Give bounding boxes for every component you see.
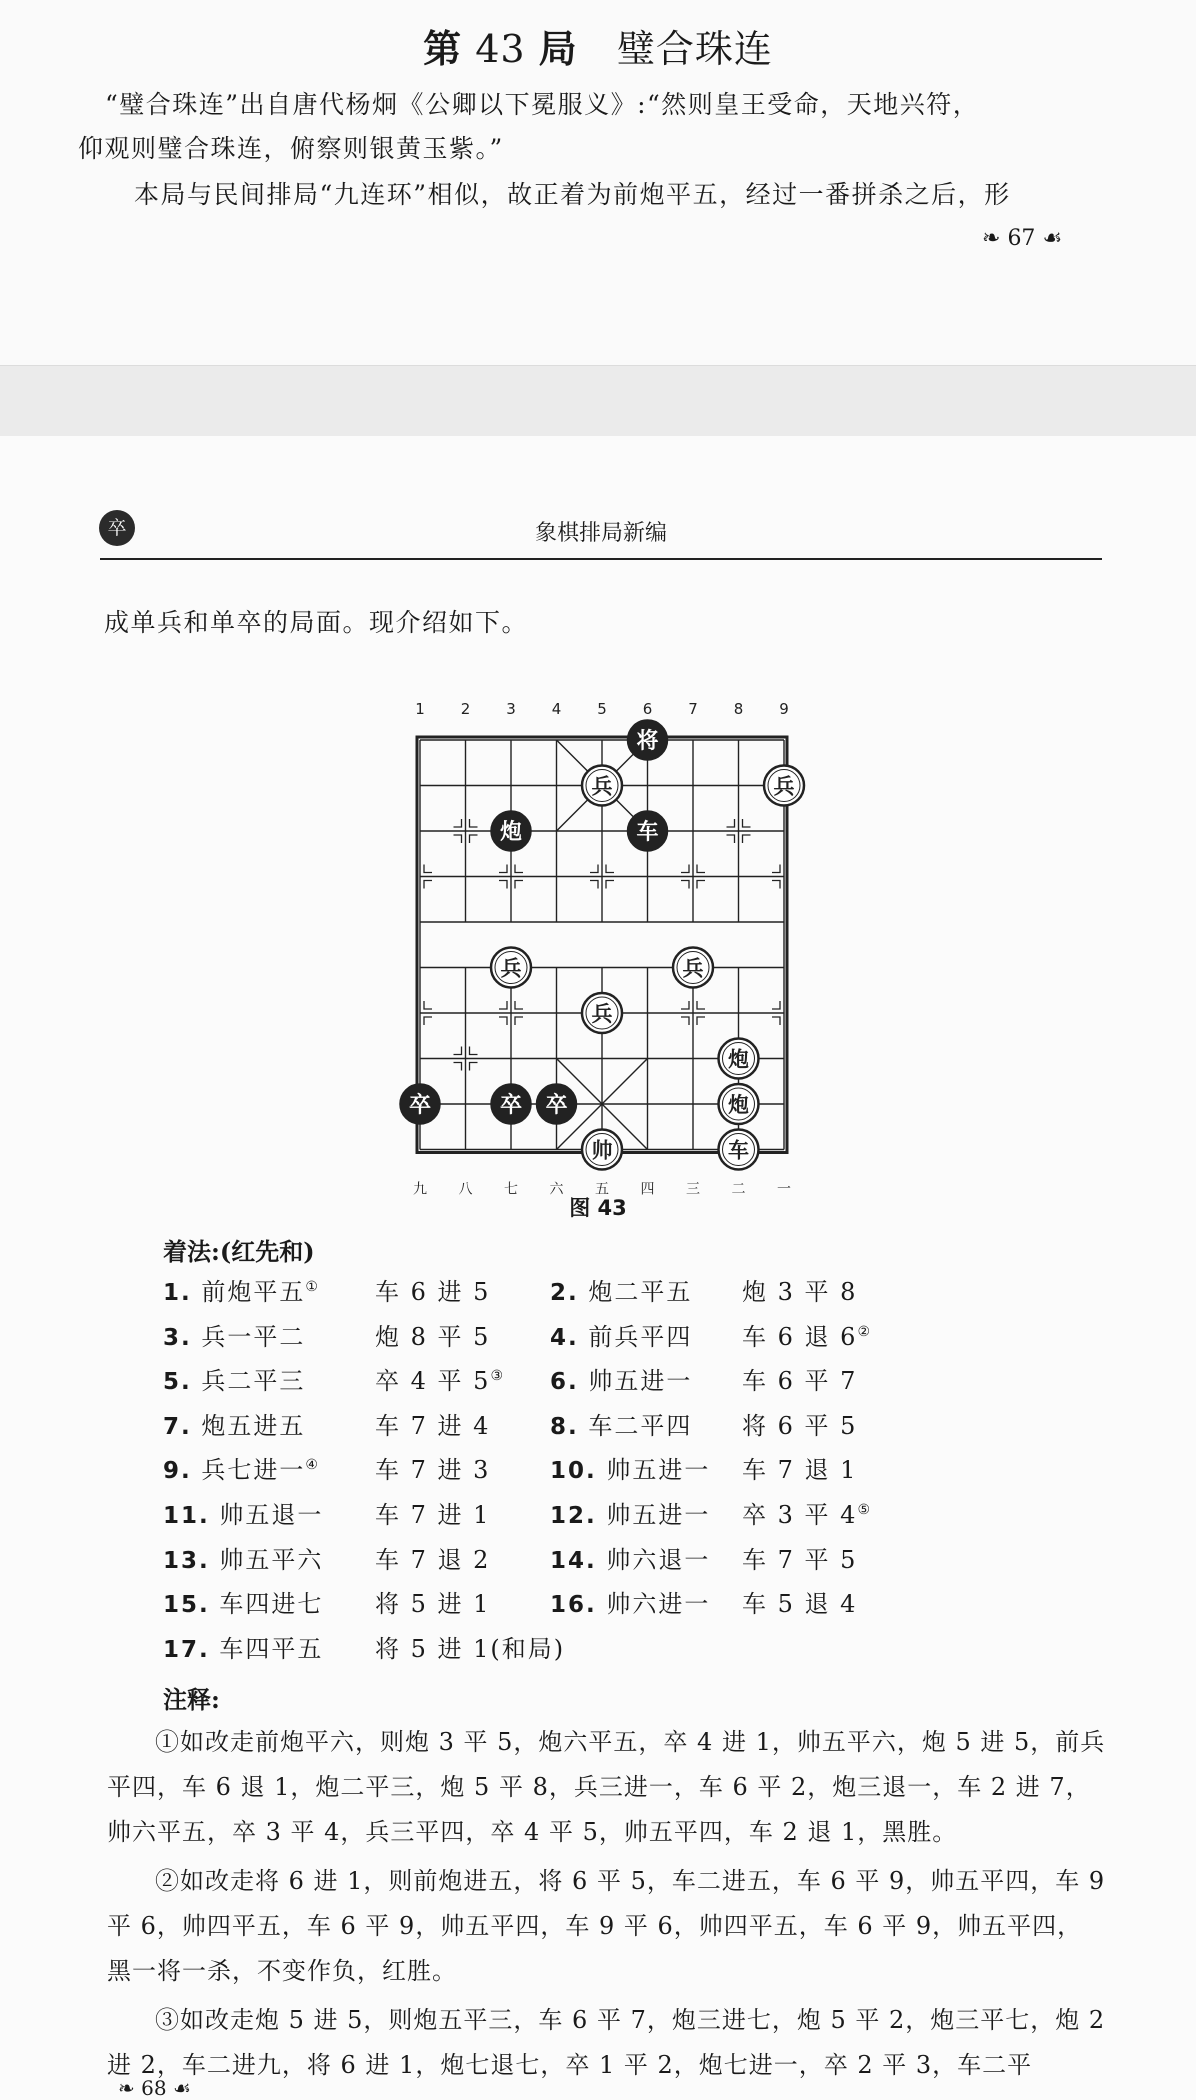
- move-red: 17. 车四平五: [163, 1634, 324, 1663]
- intro-line-2: 仰观则璧合珠连，俯察则银黄玉紫。”: [78, 134, 504, 163]
- game-title: [0, 18, 1196, 73]
- position-marker: [743, 835, 751, 843]
- title-name: 璧合珠连: [616, 27, 773, 71]
- piece-black[interactable]: [628, 811, 668, 851]
- moves-heading: 着法:(红先和): [163, 1237, 315, 1266]
- piece-label: 帅: [591, 1138, 613, 1163]
- position-marker: [454, 835, 462, 843]
- move-red: 9. 兵七进一④: [163, 1456, 320, 1485]
- piece-red[interactable]: [491, 948, 531, 988]
- file-label-top: 8: [733, 700, 744, 718]
- position-marker: [515, 881, 523, 889]
- flourish-right-icon: ☙: [172, 2076, 191, 2100]
- move-black: 将 6 平 5: [742, 1411, 858, 1440]
- position-marker: [590, 881, 598, 889]
- move-black: 车 7 进 1: [375, 1501, 491, 1529]
- position-marker: [590, 865, 598, 873]
- position-marker: [499, 1017, 507, 1025]
- file-label-top: 2: [460, 700, 471, 718]
- move-black: 炮 8 平 5: [375, 1322, 491, 1351]
- previous-page: [0, 0, 1196, 365]
- piece-label: 卒: [408, 1093, 432, 1118]
- move-black: 卒 4 平 5③: [375, 1367, 505, 1396]
- position-marker: [697, 1017, 705, 1025]
- position-marker: [515, 865, 523, 873]
- book-title: 象棋排局新编: [534, 521, 667, 546]
- notes: [107, 1720, 1107, 2088]
- position-marker: [515, 1001, 523, 1009]
- page-number-2: ❧ 68 ☙: [118, 2076, 191, 2100]
- piece-label: 卒: [499, 1093, 523, 1118]
- position-marker: [499, 1001, 507, 1009]
- position-marker: [499, 865, 507, 873]
- position-marker: [772, 1001, 780, 1009]
- position-marker: [454, 1047, 462, 1055]
- title-ju: 局: [538, 27, 578, 71]
- position-marker: [743, 819, 751, 827]
- intro-line-3: 本局与民间排局“九连环”相似，故正着为前炮平五，经过一番拼杀之后，形: [134, 180, 1011, 209]
- file-label-bottom: 七: [504, 1181, 518, 1198]
- piece-label: 炮: [728, 1093, 749, 1117]
- piece-label: 兵: [682, 956, 704, 981]
- move-black: 车 7 退 2: [375, 1545, 491, 1574]
- move-black: 车 7 退 1: [742, 1456, 858, 1485]
- move-red: 10. 帅五进一: [550, 1456, 711, 1485]
- piece-black[interactable]: [400, 1084, 440, 1124]
- file-label-top: 4: [551, 700, 562, 718]
- page-gap: [0, 365, 1196, 437]
- file-label-top: 1: [415, 700, 425, 718]
- position-marker: [697, 865, 705, 873]
- move-red: 16. 帅六进一: [550, 1590, 711, 1619]
- move-red: 15. 车四进七: [163, 1590, 324, 1619]
- move-black: 炮 3 平 8: [742, 1278, 858, 1306]
- file-label-top: 5: [597, 700, 607, 718]
- move-red: 5. 兵二平三: [163, 1367, 306, 1396]
- piece-label: 兵: [773, 774, 795, 799]
- position-marker: [727, 819, 735, 827]
- piece-label: 兵: [591, 774, 613, 799]
- position-marker: [470, 835, 478, 843]
- page-number: ❧ 67 ☙: [982, 226, 1063, 251]
- piece-label: 炮: [728, 1047, 749, 1072]
- piece-label: 车: [728, 1138, 749, 1163]
- position-marker: [697, 1001, 705, 1009]
- move-black: 将 5 进 1: [375, 1590, 491, 1619]
- intro-line-1: “璧合珠连”出自唐代杨炯《公卿以下冕服义》:“然则皇王受命，天地兴符，: [105, 90, 980, 119]
- move-black: 车 7 进 4: [375, 1411, 491, 1440]
- flourish-right-icon: ☙: [1042, 226, 1063, 251]
- file-label-top: 3: [506, 700, 516, 718]
- position-marker: [772, 881, 780, 889]
- piece-label: 兵: [591, 1002, 613, 1026]
- position-marker: [681, 881, 689, 889]
- move-red: 8. 车二平四: [550, 1411, 693, 1440]
- running-header: [100, 512, 1102, 560]
- note-1: ①如改走前炮平六，则炮 3 平 5，炮六平五，卒 4 进 1，帅五平六，炮 5 进 5，前兵平四，车 6 退 1，炮二平三，炮 5 平 8，兵三进一，车 6 平 2，炮三退一，车 2 进 7，帅六平五，卒 3 平 4，兵三平四，卒 4 平 5，帅五平四，车 2 退 1，黑胜。: [107, 1728, 1106, 1846]
- piece-black[interactable]: [491, 1084, 531, 1124]
- move-red: 4. 前兵平四: [550, 1322, 693, 1351]
- piece-red[interactable]: [673, 948, 713, 988]
- position-marker: [681, 865, 689, 873]
- position-marker: [727, 835, 735, 843]
- position-marker: [772, 865, 780, 873]
- file-label-top: 7: [688, 700, 698, 718]
- move-red: 14. 帅六退一: [550, 1545, 711, 1574]
- piece-red[interactable]: [719, 1084, 759, 1124]
- current-page: [0, 436, 1196, 2100]
- position-marker: [454, 819, 462, 827]
- position-marker: [454, 1063, 462, 1071]
- piece-black[interactable]: [491, 811, 531, 851]
- file-label-bottom: 三: [686, 1181, 700, 1198]
- notes-heading: 注释:: [163, 1685, 220, 1714]
- piece-red[interactable]: [582, 1130, 622, 1170]
- piece-label: 卒: [545, 1093, 568, 1118]
- note-ref: ④: [305, 1457, 320, 1474]
- move-red: 12. 帅五进一: [550, 1501, 711, 1529]
- figure-caption: 图 43: [569, 1196, 627, 1220]
- move-black: 车 6 进 5: [375, 1278, 491, 1306]
- note-ref: ⑤: [857, 1502, 872, 1518]
- title-label: 第: [423, 27, 463, 71]
- position-marker: [499, 881, 507, 889]
- piece-label: 将: [636, 729, 659, 754]
- note-ref: ②: [857, 1323, 872, 1340]
- position-marker: [681, 1001, 689, 1009]
- move-red: 2. 炮二平五: [550, 1278, 693, 1306]
- note-3: ③如改走炮 5 进 5，则炮五平三，车 6 平 7，炮三进七，炮 5 平 2，炮三平七，炮 2 进 2，车二进九，将 6 进 1，炮七退七，卒 1 平 2，炮七进一，卒 2 平 3，车二平: [107, 2006, 1106, 2079]
- file-label-bottom: 八: [458, 1181, 473, 1198]
- position-marker: [606, 881, 614, 889]
- piece-black[interactable]: [537, 1084, 577, 1124]
- file-label-bottom: 六: [549, 1181, 564, 1198]
- piece-label: 炮: [499, 820, 523, 845]
- flourish-left-icon: ❧: [982, 226, 1001, 251]
- move-black: 将 5 进 1(和局): [375, 1634, 566, 1663]
- chess-board: [390, 654, 810, 1198]
- move-black: 车 6 平 7: [742, 1367, 858, 1396]
- piece-label: 兵: [500, 956, 522, 981]
- piece-red[interactable]: [764, 766, 804, 806]
- note-ref: ①: [305, 1279, 320, 1295]
- piece-label: 车: [636, 820, 659, 845]
- piece-black[interactable]: [628, 720, 668, 760]
- piece-red[interactable]: [582, 993, 622, 1033]
- move-red: 11. 帅五退一: [163, 1501, 324, 1529]
- note-ref: ③: [490, 1368, 505, 1385]
- flourish-left-icon: ❧: [118, 2076, 135, 2100]
- note-2: ②如改走将 6 进 1，则前炮进五，将 6 平 5，车二进五，车 6 平 9，帅五平四，车 9 平 6，帅四平五，车 6 平 9，帅五平四，车 9 平 6，帅四平五，车 6 平 9，帅五平四，黑一将一杀，不变作负，红胜。: [107, 1867, 1106, 1985]
- move-black: 车 7 进 3: [375, 1456, 491, 1485]
- position-marker: [470, 1047, 478, 1055]
- title-number: 43: [475, 27, 526, 71]
- position-marker: [606, 865, 614, 873]
- piece-red[interactable]: [582, 766, 622, 806]
- move-red: 3. 兵一平二: [163, 1322, 306, 1351]
- position-marker: [424, 881, 432, 889]
- move-black: 车 7 平 5: [742, 1545, 858, 1574]
- move-red: 6. 帅五进一: [550, 1367, 693, 1396]
- position-marker: [772, 1017, 780, 1025]
- file-label-bottom: 二: [731, 1181, 746, 1198]
- piece-red[interactable]: [719, 1130, 759, 1170]
- move-red: 7. 炮五进五: [163, 1411, 306, 1440]
- soldier-badge-icon: 卒: [99, 510, 135, 546]
- move-black: 车 6 退 6②: [742, 1322, 872, 1351]
- move-black: 卒 3 平 4⑤: [742, 1501, 872, 1529]
- position-marker: [470, 1063, 478, 1071]
- file-label-bottom: 四: [640, 1181, 655, 1198]
- file-label-bottom: 九: [413, 1181, 427, 1198]
- position-marker: [424, 1017, 432, 1025]
- move-red: 13. 帅五平六: [163, 1545, 324, 1574]
- file-label-top: 6: [642, 700, 653, 718]
- file-label-bottom: 五: [595, 1181, 609, 1198]
- file-label-bottom: 一: [777, 1181, 791, 1198]
- piece-red[interactable]: [719, 1039, 759, 1079]
- position-marker: [697, 881, 705, 889]
- move-red: 1. 前炮平五①: [163, 1278, 320, 1306]
- position-marker: [470, 819, 478, 827]
- move-black: 车 5 退 4: [742, 1590, 858, 1619]
- file-label-top: 9: [779, 700, 789, 718]
- position-marker: [515, 1017, 523, 1025]
- intro-continued: 成单兵和单卒的局面。现介绍如下。: [104, 608, 529, 637]
- position-marker: [681, 1017, 689, 1025]
- position-marker: [424, 1001, 432, 1009]
- position-marker: [424, 865, 432, 873]
